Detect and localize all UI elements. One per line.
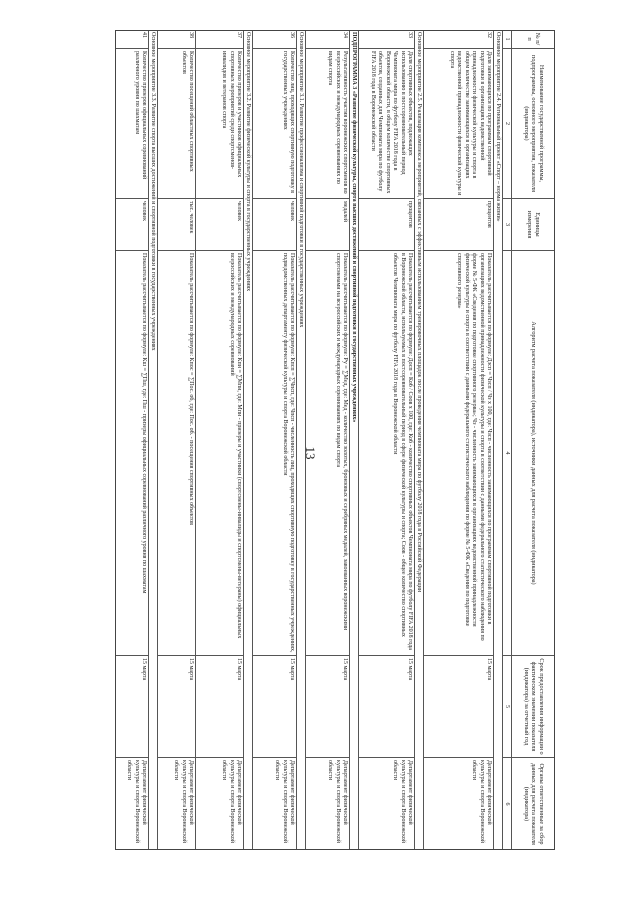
header-algorithm: Алгоритм расчета показателя (индикатора), источники данных для расчета показателя (индикатора): [512, 250, 555, 655]
indicator-table: [115, 30, 555, 850]
section-row: [493, 30, 502, 850]
indicator-unit: медалей: [306, 198, 349, 250]
indicator-algorithm: Показатель рассчитывается по формуле: Кпос = ∑Пос. об, где: Пос. об. - посещения спортивных объектов: [158, 250, 195, 655]
row-number: 38: [188, 32, 194, 38]
indicator-deadline: 15 марта: [306, 655, 349, 757]
row-number: 32: [486, 32, 492, 38]
column-number: 4: [503, 250, 511, 655]
indicator-deadline: 15 марта: [253, 655, 296, 757]
indicator-responsible: Департамент физической культуры и спорта Воронежской области: [424, 757, 493, 850]
indicator-unit: человек: [253, 198, 296, 250]
indicator-deadline: 15 марта: [359, 655, 414, 757]
indicator-algorithm: Показатель рассчитывается по формуле: Досп = Коб / Соов х 100, где: Коб - количество спортивных объектов Чемпионата мира по футболу FIFA 2018 года в Воронежской области, используемых в постсоревновательный период в сфере физической культуры и спорта; Соов - общее количество спортивных объектов Чемпионата мира по футболу FIFA 2018 года в Воронежской области: [359, 250, 414, 655]
header-deadline: Срок предоставления информации о фактическом значении показателя (индикатора) за отчетный год: [512, 655, 555, 757]
column-number: 1: [504, 37, 510, 41]
subprogram-row: [349, 30, 358, 850]
indicator-unit: процентов: [359, 198, 414, 250]
section-title: Основное мероприятие 2.4. Региональный проект «Спорт – норма жизни»: [495, 32, 501, 222]
section-title: Основное мероприятие 3.2. Развитие физической культуры и спорта в государственных учреждениях: [245, 32, 251, 292]
indicator-algorithm: Показатель рассчитывается по формуле: Кпсп = ∑Чпсп, где: Чпсп - численность лиц, проходящих спортивную подготовку в государственных учреждениях, подведомственных департаменту физической культуры и спорта Воронежской области: [253, 250, 296, 655]
column-number: 6: [503, 757, 511, 850]
indicator-algorithm: Показатель рассчитывается по формуле: Дзсп = Чзсп / Чз х 100, где: Чзсп - численность занимающихся по программам спортивной подготовки в организациях ведомственной принадлежности физической культуры и спорта в соответствии с данными федерального статистического наблюдения по форме № 5-ФК «Сведения по подготовке спортивного резерва»; Чз - численность занимающихся в организациях ведомственной принадлежности физической культуры и спорта в соответствии с данными федерального статистического наблюдения по форме № 5-ФК «Сведения по подготовке спортивного резерва»: [424, 250, 493, 655]
row-number: 34: [342, 32, 348, 38]
indicator-unit: человек: [115, 198, 148, 250]
table-row: [358, 30, 414, 850]
table-row: [305, 30, 349, 850]
indicator-responsible: Департамент физической культуры и спорта Воронежской области: [115, 757, 148, 850]
page-number: 13: [303, 446, 318, 460]
section-row: [296, 30, 305, 850]
subprogram-title: ПОДПРОГРАММА 3 «Развитие физической культуры, спорта высших достижений и спортивной подготовки в государственных учреждениях»: [351, 32, 357, 423]
indicator-name: Количество призеров официальных соревнований различного уровня по шахматам: [115, 48, 148, 198]
column-number: 5: [503, 655, 511, 757]
column-number: 2: [503, 48, 511, 198]
indicator-deadline: 15 марта: [115, 655, 148, 757]
indicator-name: Количество призеров и участников официальных спортивных мероприятий среди спортсменов-инвалидов и ветеранов спорта: [196, 48, 243, 198]
indicator-unit: процентов: [424, 198, 493, 250]
header-responsible: Органы ответственные за сбор данных для расчета показателя (индикатора): [512, 757, 555, 850]
table-row: [195, 30, 243, 850]
indicator-algorithm: Показатель рассчитывается по формуле: Кпи = ∑Мпи, где: Мпи - призеры и участники (спортсмены-инвалиды и спортсмены-ветераны) официальных всероссийских и международных соревнований: [196, 250, 243, 655]
indicator-algorithm: Показатель рассчитывается по формуле: Ру = ∑Mед, где: Мед - количество золотых, бронзовых и серебряных медалей, завоеванных воронежскими спортсменами на всероссийских и международных соревнованиях по видам спорта: [306, 250, 349, 655]
indicator-unit: тыс. человек: [158, 198, 195, 250]
section-title: Основное мероприятие 3.1. Развитие профессионализма и спортивной подготовки в государственных учреждениях: [298, 32, 304, 328]
section-row: [243, 30, 252, 850]
row-number: 37: [236, 32, 242, 38]
indicator-unit: человек: [196, 198, 243, 250]
indicator-responsible: Департамент физической культуры и спорта Воронежской области: [306, 757, 349, 850]
table-row: [423, 30, 493, 850]
section-row: [148, 30, 157, 850]
row-number: 41: [141, 32, 147, 38]
column-number: 3: [503, 198, 511, 250]
header-unit: Единицы измерения: [512, 198, 555, 250]
header-num: № п/п: [526, 32, 541, 46]
table-row: [115, 30, 148, 850]
section-row: [414, 30, 423, 850]
indicator-deadline: 15 марта: [196, 655, 243, 757]
section-title: Основное мероприятие 3.3. Развитие спорта высших достижений и спортивной подготовки в государственных учреждениях: [150, 32, 156, 351]
indicator-deadline: 15 марта: [424, 655, 493, 757]
indicator-name: Количество лиц, проходящих спортивную подготовку в государственных учреждениях: [253, 48, 296, 198]
table-row: [252, 30, 296, 850]
indicator-responsible: Департамент физической культуры и спорта Воронежской области: [158, 757, 195, 850]
row-number: 33: [407, 32, 413, 38]
indicator-name: Доля занимающихся по программам спортивной подготовки в организациях ведомственной принадлежности физической культуры и спорта в общем количестве занимающихся в организациях ведомственной принадлежности физической культуры и спорта: [424, 48, 493, 198]
row-number: 36: [289, 32, 295, 38]
indicator-name: Количество посещений областных спортивных объектов: [158, 48, 195, 198]
indicator-deadline: 15 марта: [158, 655, 195, 757]
table-row: [157, 30, 195, 850]
column-numbers-row: [502, 30, 511, 850]
indicator-algorithm: Показатель рассчитывается по формуле: Кш = ∑Пш, где: Пш - призеры официальных соревнований различного уровня по шахматам: [115, 250, 148, 655]
indicator-responsible: Департамент физической культуры и спорта Воронежской области: [359, 757, 414, 850]
indicator-name: Доля спортивных объектов, подлежащих использованию в постсоревновательный период Чемпионата мира по футболу FIFA 2018 года в Воронежской области, в общем количестве спортивных объектов, созданных для Чемпионата мира по футболу FIFA 2018 года в Воронежской области: [359, 48, 414, 198]
indicator-responsible: Департамент физической культуры и спорта Воронежской области: [196, 757, 243, 850]
indicator-responsible: Департамент физической культуры и спорта Воронежской области: [253, 757, 296, 850]
table-header: [511, 30, 555, 850]
indicator-name: Результативность участия воронежских спортсменов во всероссийских и международных соревнованиях по видам спорта: [306, 48, 349, 198]
header-name: Наименование государственной программы, подпрограммы, основного мероприятия, показателя (индикатора): [512, 48, 555, 198]
section-title: Основное мероприятие 2.5. Реализация комплекса мероприятий, связанных с эффективным использованием тренировочных площадок после проведения чемпионата мира по футболу 2018 года в Российской Федерации: [416, 32, 422, 593]
